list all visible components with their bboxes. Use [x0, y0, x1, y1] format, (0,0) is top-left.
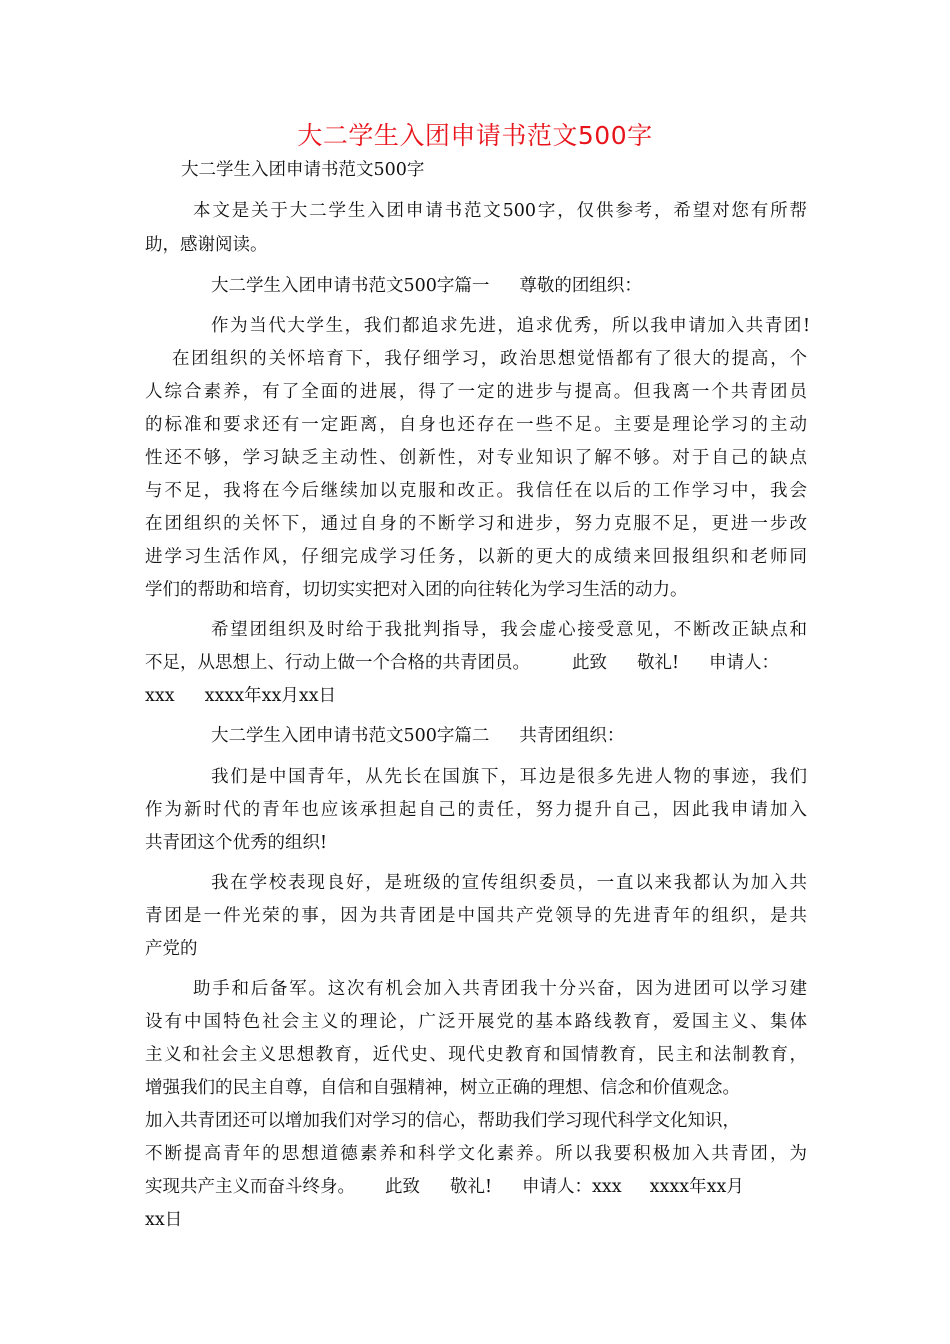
- sec2-p3-line-2: 设有中国特色社会主义的理论，广泛开展党的基本路线教育，爱国主义、集体: [145, 1012, 807, 1032]
- sec2-date-part1: xxxx年xx月: [649, 1177, 744, 1197]
- sec2-p3-line-5: 加入共青团还可以增加我们对学习的信心，帮助我们学习现代科学文化知识，: [145, 1111, 740, 1131]
- sec2-jingli: 敬礼!: [450, 1177, 493, 1197]
- sec1-p1-line-4: 的标准和要求还有一定距离，自身也还存在一些不足。主要是理论学习的主动: [145, 415, 807, 435]
- sec2-p2-line-3: 产党的: [145, 939, 198, 959]
- sec1-p1-line-9: 学们的帮助和培育，切切实实把对入团的向往转化为学习生活的动力。: [145, 580, 688, 600]
- sec1-signature-row: [145, 684, 336, 708]
- sec1-p1-line-2: 在团组织的关怀培育下，我仔细学习，政治思想觉悟都有了很大的提高，个: [172, 349, 807, 369]
- section-2-heading-row: [211, 724, 624, 748]
- sec1-p1-line-1: 作为当代大学生，我们都追求先进，追求优秀，所以我申请加入共青团!: [211, 316, 810, 336]
- intro-line-1: 本文是关于大二学生入团申请书范文500字，仅供参考，希望对您有所帮: [193, 201, 807, 221]
- sec1-p1-line-6: 与不足，我将在今后继续加以克服和改正。我信任在以后的工作学习中，我会: [145, 481, 807, 501]
- section-1-heading: 大二学生入团申请书范文500字篇一: [211, 276, 490, 296]
- sec1-p2-line-1: 希望团组织及时给于我批判指导，我会虚心接受意见，不断改正缺点和: [211, 620, 807, 640]
- sec1-p2-line-2-row: [145, 651, 779, 675]
- subtitle: 大二学生入团申请书范文500字: [181, 160, 425, 180]
- document-title: 大二学生入团申请书范文500字: [297, 121, 653, 150]
- sec1-applicant-label: 申请人：: [709, 653, 780, 673]
- sec2-p1-line-1: 我们是中国青年，从先长在国旗下，耳边是很多先进人物的事迹，我们: [211, 767, 807, 787]
- sec2-applicant-name: xxx: [592, 1177, 622, 1197]
- sec2-closing-row: [145, 1175, 744, 1199]
- sec1-p1-line-5: 性还不够，学习缺乏主动性、创新性，对专业知识了解不够。对于自己的缺点: [145, 448, 807, 468]
- intro-line-2: 助，感谢阅读。: [145, 235, 268, 255]
- sec1-applicant-name: xxx: [145, 686, 175, 706]
- section-1-heading-row: [211, 274, 642, 298]
- sec2-p2-line-1: 我在学校表现良好，是班级的宣传组织委员，一直以来我都认为加入共: [211, 873, 807, 893]
- sec1-jingli: 敬礼!: [637, 653, 680, 673]
- sec2-p3-line-6: 不断提高青年的思想道德素养和科学文化素养。所以我要积极加入共青团，为: [145, 1144, 807, 1164]
- sec2-p3-line-7: 实现共产主义而奋斗终身。: [145, 1177, 355, 1197]
- sec2-p3-line-1: 助手和后备军。这次有机会加入共青团我十分兴奋，因为进团可以学习建: [193, 979, 807, 999]
- sec2-applicant-label: 申请人：: [522, 1177, 593, 1197]
- sec2-p3-line-3: 主义和社会主义思想教育，近代史、现代史教育和国情教育，民主和法制教育，: [145, 1045, 807, 1065]
- sec1-p1-line-8: 进学习生活作风，仔细完成学习任务，以新的更大的成绩来回报组织和老师同: [145, 547, 807, 567]
- sec1-cizhi: 此致: [572, 653, 607, 673]
- section-1-greeting: 尊敬的团组织：: [519, 276, 642, 296]
- sec2-date-part2: xx日: [145, 1210, 183, 1230]
- sec1-p1-line-3: 人综合素养，有了全面的进展，得了一定的进步与提高。但我离一个共青团员: [145, 382, 807, 402]
- section-2-greeting: 共青团组织：: [519, 726, 625, 746]
- sec2-p2-line-2: 青团是一件光荣的事，因为共青团是中国共产党领导的先进青年的组织，是共: [145, 906, 807, 926]
- sec1-date: xxxx年xx月xx日: [204, 686, 337, 706]
- section-2-heading: 大二学生入团申请书范文500字篇二: [211, 726, 490, 746]
- sec1-p1-line-7: 在团组织的关怀下，通过自身的不断学习和进步，努力克服不足，更进一步改: [145, 514, 807, 534]
- sec1-p2-line-2: 不足，从思想上、行动上做一个合格的共青团员。: [145, 653, 530, 673]
- sec2-p1-line-3: 共青团这个优秀的组织!: [145, 833, 328, 853]
- sec2-p1-line-2: 作为新时代的青年也应该承担起自己的责任，努力提升自己，因此我申请加入: [145, 800, 807, 820]
- sec2-p3-line-4: 增强我们的民主自尊，自信和自强精神，树立正确的理想、信念和价值观念。: [145, 1078, 740, 1098]
- sec2-cizhi: 此致: [385, 1177, 420, 1197]
